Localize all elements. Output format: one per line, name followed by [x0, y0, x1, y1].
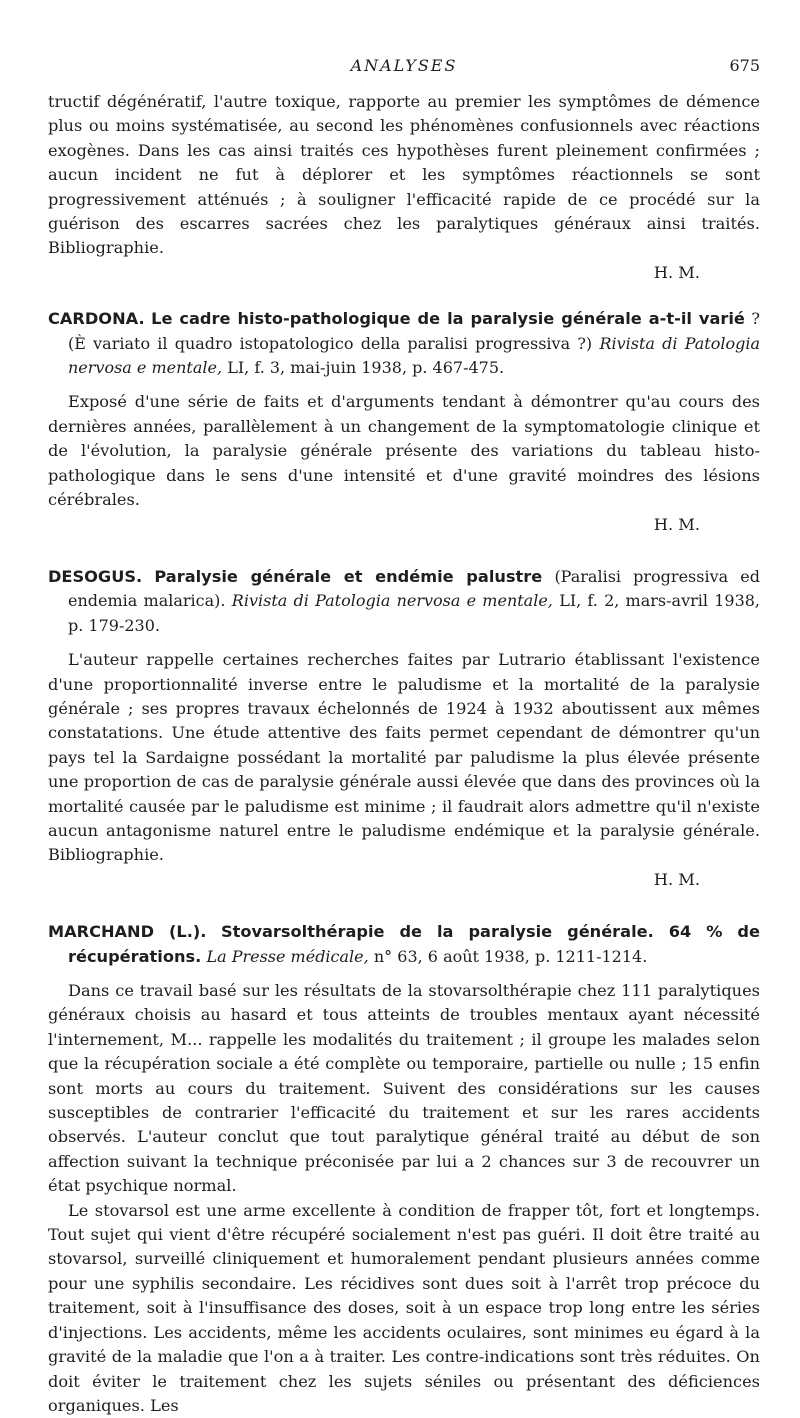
entry-abstract-continued: Le stovarsol est une arme excellente à condition de frapper tôt, fort et longtemps. Tout sujet qui vient d'être récupéré socialement n'est pas guéri. Il doit être traité au stovarsol, surveillé cliniquement et humoralement pendant plusieurs années comme pour une syphilis secondaire. Les récidives sont dues soit à l'arrêt trop précoce du traitement, soit à l'insuffisance des doses, soit à un espace trop long entre les séries d'injections. Les accidents, même les accidents oculaires, sont minimes eu égard à la gravité de la maladie que l'on a à traiter. Les contre-indications sont très réduites. On doit éviter le traitement chez les sujets séniles ou présentant des déficiences organiques. Les [48, 1200, 760, 1415]
entry-heading [48, 920, 760, 969]
continuation-signature: H. M. [653, 262, 700, 282]
entry-abstract: Exposé d'une série de faits et d'arguments tendant à démontrer qu'au cours des dernières années, parallèlement à un changement de la symptomatologie clinique et de l'évolution, la paralysie générale présente des variations du tableau histo-pathologique dans le sens d'une intensité et d'une gravité moindres des lésions cérébrales. [48, 392, 760, 510]
entry-citation-pre: (Paralisi progressiva ed endemia malarica). [68, 566, 760, 611]
entry-signature: H. M. [653, 514, 700, 534]
page-number: 675 [729, 56, 760, 75]
entry-author: CARDONA. [48, 309, 145, 329]
entry-heading [48, 565, 760, 638]
entry-title: Le cadre histo-pathologique de la paralysie générale a-t-il varié [151, 309, 745, 329]
entry-signature: H. M. [653, 869, 700, 889]
entry-title: Paralysie générale et endémie palustre [154, 566, 543, 586]
entry-journal: Rivista di Patologia nervosa e mentale, [231, 591, 553, 611]
entry-abstract: Dans ce travail basé sur les résultats de la stovarsolthérapie chez 111 paralytiques généraux choisis au hasard et tous atteints de troubles mentaux ayant nécessité l'internement, M... rappelle les modalités du traitement ; il groupe les malades selon que la récupération sociale a été complète ou temporaire, partielle ou nulle ; 15 enfin sont morts au cours du traitement. Suivent des considérations sur les causes susceptibles de contrarier l'efficacité du traitement et sur les rares accidents observés. L'auteur conclut que tout paralytique général traité au début de son affection suivant la technique préconisée par lui a 2 chances sur 3 de recouvrer un état psychique normal. [48, 981, 760, 1196]
entry-citation-post: n° 63, 6 août 1938, p. 1211-1214. [373, 946, 648, 966]
running-title: ANALYSES [350, 56, 458, 75]
continuation-paragraph: tructif dégénératif, l'autre toxique, rapporte au premier les symptômes de démence plus ou moins systématisée, au second les phénomènes confusionnels avec réactions exogènes. Dans les cas ainsi traités ces hypothèses furent pleinement confirmées ; aucun incident ne fut à déplorer et les symptômes réactionnels se sont progressivement atténués ; à souligner l'efficacité rapide de ce procédé sur la guérison des escarres sacrées chez les paralytiques généraux ainsi traités. Bibliographie. [48, 92, 760, 258]
review-entry-desogus [48, 565, 760, 892]
entry-journal: Rivista di Patologia nervosa e mentale, [68, 333, 761, 378]
entry-author: MARCHAND (L.). [48, 922, 207, 942]
entry-author: DESOGUS. [48, 566, 143, 586]
review-entry-cardona [48, 307, 760, 537]
entry-title: Stovarsolthérapie de la paralysie générale. 64 % de récupérations. [68, 922, 760, 966]
entry-citation-post: LI, f. 2, mars-avril 1938, p. 179-230. [68, 591, 761, 635]
entry-heading [48, 307, 760, 380]
entry-citation-post: LI, f. 3, mai-juin 1938, p. 467-475. [227, 358, 505, 378]
review-entry-marchand [48, 920, 760, 1418]
entry-abstract: L'auteur rappelle certaines recherches faites par Lutrario établissant l'existence d'une proportionnalité inverse entre le paludisme et la mortalité de la paralysie générale ; ses propres travaux échelonnés de 1924 à 1932 aboutissent aux mêmes constatations. Une étude attentive des faits permet cependant de démontrer qu'un pays tel la Sardaigne possédant la mortalité par paludisme la plus élevée présente une proportion de cas de paralysie générale aussi élevée que dans des provinces où la mortalité causée par le paludisme est minime ; il faudrait alors admettre qu'il n'existe aucun antagonisme naturel entre le paludisme endémique et la paralysie générale. Bibliographie. [48, 650, 760, 865]
entry-journal: La Presse médicale, [206, 946, 369, 966]
entry-citation-pre: ? (È variato il quadro istopatologico della paralisi progressiva ?) [68, 309, 760, 353]
page-body [48, 90, 760, 1418]
running-head [48, 56, 760, 78]
